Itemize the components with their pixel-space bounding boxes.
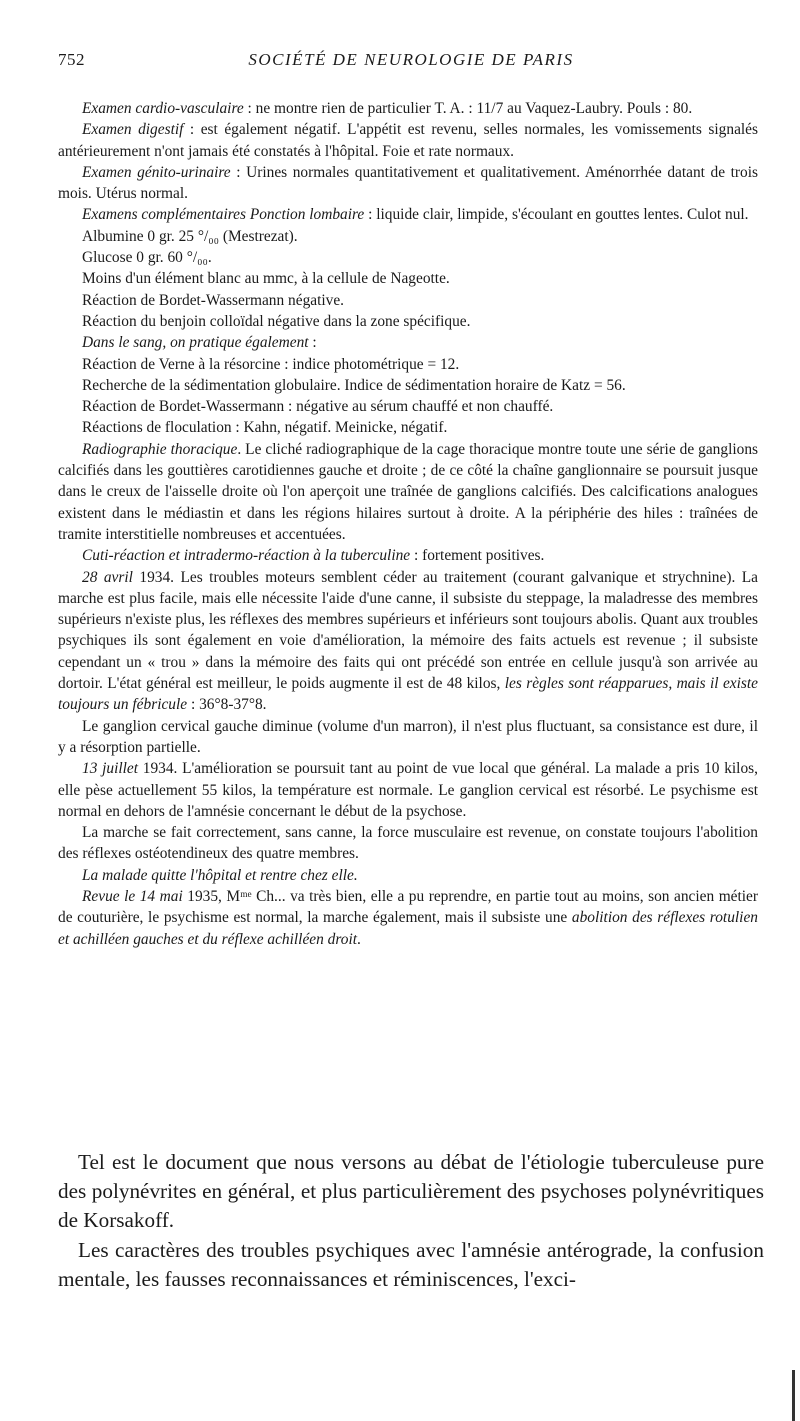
margin-rule: [792, 1370, 795, 1421]
paragraph-text: Recherche de la sédimentation globulaire. Indice de sédimentation horaire de Katz = 56.: [82, 376, 626, 394]
paragraph-text: 1935, Mᵐᵉ Ch... va très bien, elle a pu reprendre, en partie tout au moins, son ancien métier de couturière, le psychisme est normal, la marche également, mais il subsiste une: [58, 887, 759, 927]
paragraph: [58, 886, 758, 950]
paragraph-lead: 28 avril: [82, 568, 133, 586]
paragraph-text: : ne montre rien de particulier T. A. : 11/7 au Vaquez-Laubry. Pouls : 80.: [243, 100, 693, 117]
paragraph: [58, 204, 758, 225]
paragraph: [58, 375, 758, 396]
conclusion-paragraph: Tel est le document que nous versons au débat de l'étiologie tuberculeuse pure des polynévrites en général, et plus particulièrement des psychoses polynévritiques de Korsakoff.: [58, 1150, 764, 1233]
page-header: [58, 50, 764, 74]
paragraph-text: Réaction de Bordet-Wassermann négative.: [82, 291, 345, 309]
paragraph: [58, 439, 758, 545]
paragraph-tail: : 36°8-37°8.: [187, 696, 267, 714]
paragraph-lead: 13 juillet: [82, 760, 139, 778]
paragraph-text: . Le cliché radiographique de la cage thoracique montre toute une série de ganglions calcifiés dans les gouttières carotidiennes gauche et droite ; de ce côté la chaîne ganglionnaire se poursuit jusque dans le creux de l'aisselle droite où l'on aperçoit une traînée de ganglions calcifiés. Des calcifications analogues existent dans le médiastin et dans les régions hilaires surtout à droite. A la périphérie des hiles : traînées de tramite interstitielle nombreuses et accentuées.: [58, 440, 759, 543]
case-report-body: [58, 98, 758, 950]
paragraph-text: :: [308, 334, 317, 352]
paragraph: [58, 865, 758, 886]
paragraph: [58, 226, 758, 247]
paragraph: [58, 716, 758, 759]
paragraph-text: 1934. L'amélioration se poursuit tant au point de vue local que général. La malade a pris 10 kilos, elle pèse actuellement 55 kilos, la température est normale. Le ganglion cervical est résorbé. Le psychisme est normal en dehors de l'amnésie concernant le début de la psychose.: [58, 760, 758, 820]
paragraph-lead: La malade quitte l'hôpital et rentre chez elle.: [82, 866, 358, 884]
paragraph-text: : Urines normales quantitativement et qualitativement. Aménorrhée datant de trois mois. Utérus normal.: [58, 163, 759, 203]
paragraph-text: Réaction de Verne à la résorcine : indice photométrique = 12.: [82, 355, 460, 373]
paragraph-lead: Examen cardio-vasculaire: [82, 100, 244, 117]
paragraph-text: : liquide clair, limpide, s'écoulant en gouttes lentes. Culot nul.: [364, 206, 749, 224]
paragraph-italic-phrase: abolition des réflexes rotulien et achilléen gauches et du réflexe achilléen droit: [58, 909, 758, 948]
paragraph-lead: Examen génito-urinaire: [82, 163, 231, 181]
paragraph: [58, 162, 758, 205]
paragraph: [58, 822, 758, 865]
paragraph: [58, 567, 758, 716]
paragraph: [58, 332, 758, 353]
paragraph-text: Moins d'un élément blanc au mmc, à la cellule de Nageotte.: [82, 270, 450, 288]
paragraph-lead: Revue le 14 mai: [82, 887, 183, 905]
paragraph: [58, 98, 758, 119]
paragraph-lead: Radiographie thoracique: [82, 440, 238, 458]
paragraph-text: : est également négatif. L'appétit est revenu, selles normales, les vomissements signalés antérieurement n'ont jamais été constatés à l'hôpital. Foie et rate normaux.: [58, 121, 758, 160]
paragraph: [58, 247, 758, 268]
paragraph: [58, 417, 758, 438]
paragraph-text: Réaction de Bordet-Wassermann : négative au sérum chauffé et non chauffé.: [82, 398, 554, 416]
page-number: 752: [58, 50, 85, 69]
paragraph-text: : fortement positives.: [410, 547, 545, 565]
paragraph: [58, 758, 758, 822]
paragraph-text: Glucose 0 gr. 60 °/₀₀.: [82, 249, 212, 267]
paragraph: [58, 268, 758, 289]
paragraph-text: Réactions de floculation : Kahn, négatif. Meinicke, négatif.: [82, 419, 448, 437]
paragraph-text: La marche se fait correctement, sans canne, la force musculaire est revenue, on constate toujours l'abolition des réflexes ostéotendineux des quatre membres.: [58, 824, 758, 863]
paragraph-text: 1934. Les troubles moteurs semblent céder au traitement (courant galvanique et strychnine). La marche est plus facile, mais elle nécessite l'aide d'une canne, il subsiste du steppage, la maladresse des membres supérieurs n'existe plus, les réflexes des membres supérieurs et inférieurs sont toujours abolis. Quant aux troubles psychiques ils sont également en voie d'amélioration, la mémoire des faits actuels est revenue ; il subsiste cependant un « trou » dans la mémoire des faits qui ont précédé son entrée en cellule jusqu'à son arrivée au dortoir. L'état général est meilleur, le poids augmente il est de 48 kilos,: [58, 568, 758, 693]
paragraph-lead: Examens complémentaires Ponction lombaire: [82, 206, 365, 224]
paragraph-text: Le ganglion cervical gauche diminue (volume d'un marron), il n'est plus fluctuant, sa consistance est dure, il y a résorption partielle.: [58, 717, 758, 756]
running-title: SOCIÉTÉ DE NEUROLOGIE DE PARIS: [248, 50, 574, 69]
conclusion-text: [58, 1148, 764, 1294]
paragraph-lead: Dans le sang, on pratique également: [82, 334, 309, 352]
paragraph-text: Albumine 0 gr. 25 °/₀₀ (Mestrezat).: [82, 227, 298, 245]
conclusion-paragraph: Les caractères des troubles psychiques avec l'amnésie antérograde, la confusion mentale, les fausses reconnaissances et réminiscences, l'exci-: [58, 1237, 764, 1291]
paragraph: [58, 545, 758, 566]
paragraph-lead: Cuti-réaction et intradermo-réaction à la tuberculine: [82, 547, 411, 565]
paragraph-tail: .: [357, 930, 361, 948]
paragraph-text: Réaction du benjoin colloïdal négative dans la zone spécifique.: [82, 312, 471, 330]
paragraph: [58, 354, 758, 375]
paragraph: [58, 311, 758, 332]
paragraph-italic-phrase: les règles sont réapparues, mais il existe toujours un fébricule: [58, 675, 758, 714]
paragraph: [58, 290, 758, 311]
paragraph: [58, 119, 758, 162]
paragraph-lead: Examen digestif: [82, 121, 184, 139]
paragraph: [58, 396, 758, 417]
